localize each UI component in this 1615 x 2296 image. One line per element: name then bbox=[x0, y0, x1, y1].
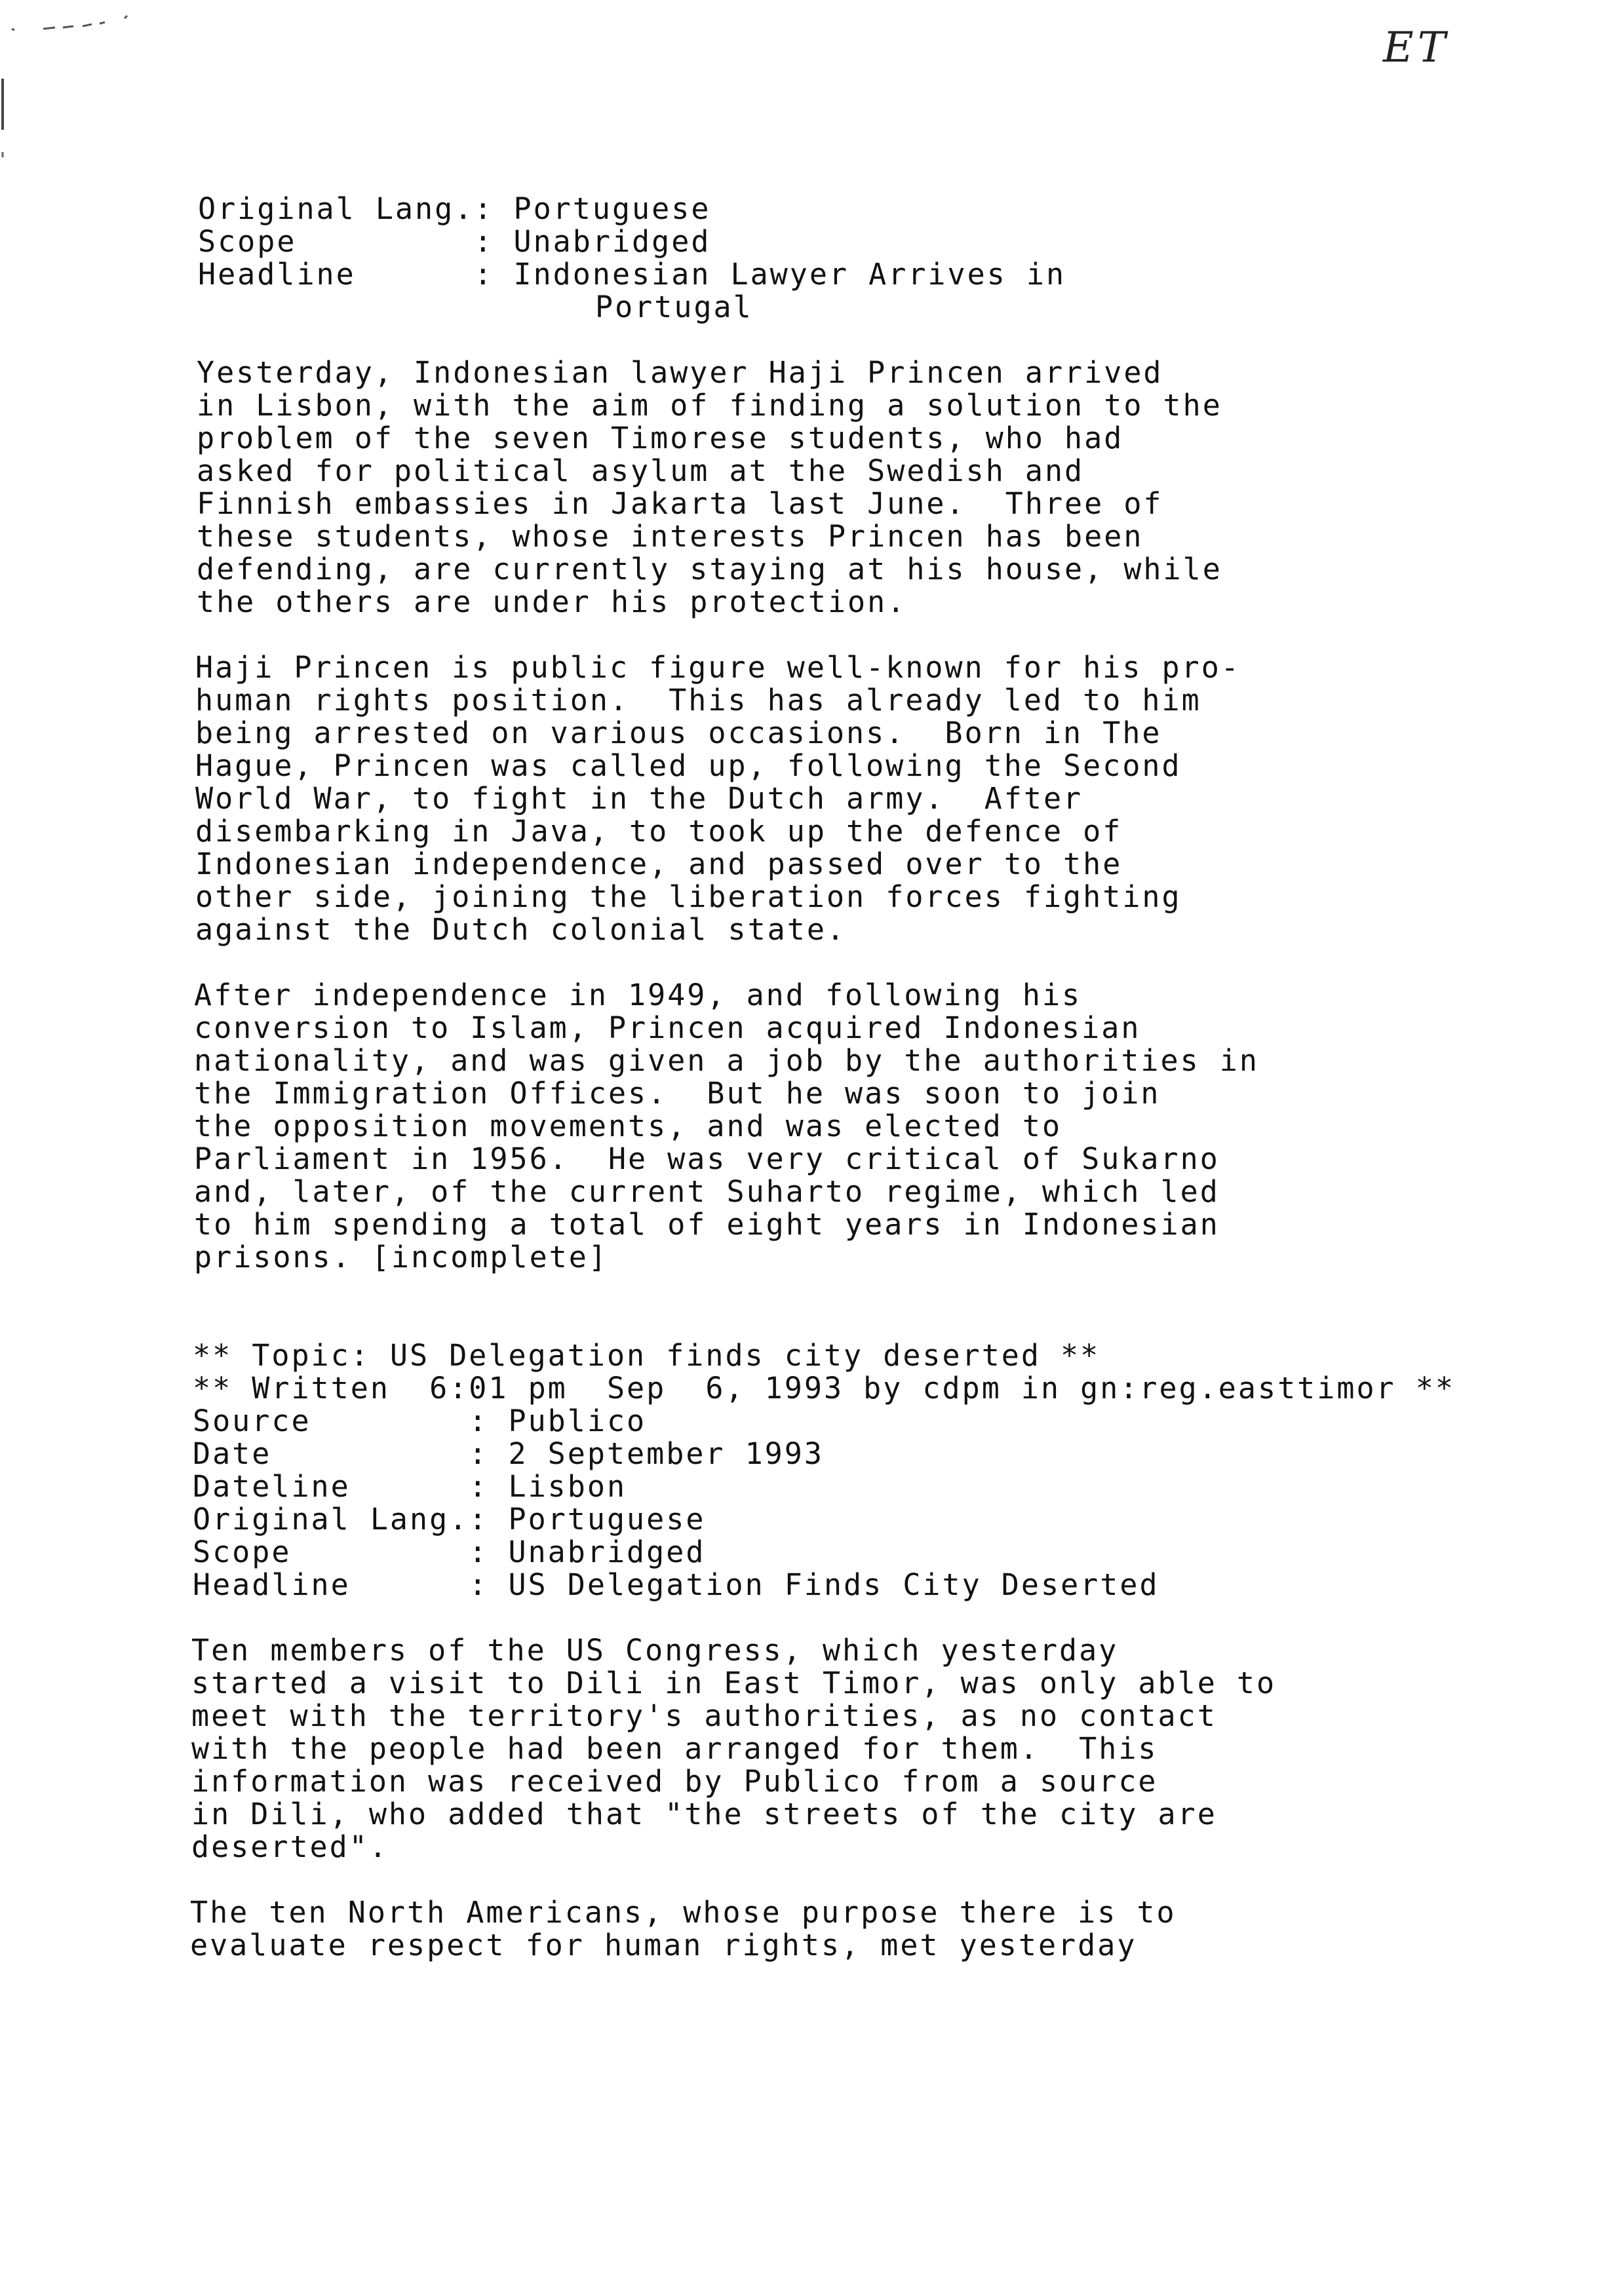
text-line: disembarking in Java, to took up the defence of bbox=[195, 814, 1123, 849]
text-line: asked for political asylum at the Swedish and bbox=[197, 453, 1085, 488]
meta-label: Headline bbox=[193, 1567, 469, 1602]
text-line: nationality, and was given a job by the authorities in bbox=[194, 1043, 1259, 1078]
handwritten-annotation: ET bbox=[1383, 24, 1450, 72]
meta-value: Unabridged bbox=[508, 1535, 706, 1569]
text-line: evaluate respect for human rights, met yesterday bbox=[190, 1928, 1137, 1962]
text-line: these students, whose interests Princen has been bbox=[197, 519, 1144, 554]
text-line: in Lisbon, with the aim of finding a solution to the bbox=[197, 388, 1222, 423]
meta-row bbox=[193, 1405, 646, 1438]
text-line: the opposition movements, and was elected to bbox=[194, 1109, 1062, 1143]
meta-label: Source bbox=[193, 1404, 469, 1438]
meta-separator: : bbox=[474, 191, 514, 226]
meta-value: US Delegation Finds City Deserted bbox=[508, 1567, 1159, 1602]
text-line: defending, are currently staying at his house, while bbox=[197, 552, 1222, 586]
meta-value: Portuguese bbox=[508, 1502, 706, 1537]
meta-value: Indonesian Lawyer Arrives in bbox=[513, 257, 1066, 292]
meta-value: Portuguese bbox=[513, 191, 711, 226]
meta-label: Scope bbox=[198, 224, 475, 259]
text-line: The ten North Americans, whose purpose there is to bbox=[190, 1895, 1177, 1930]
meta-row bbox=[193, 1438, 824, 1470]
meta-label: Scope bbox=[193, 1535, 469, 1569]
meta-separator: : bbox=[469, 1502, 509, 1537]
meta-row bbox=[198, 258, 1066, 291]
meta-label: Dateline bbox=[193, 1469, 469, 1504]
meta-row bbox=[193, 1503, 705, 1536]
meta-label: Headline bbox=[198, 257, 475, 292]
text-line: Finnish embassies in Jakarta last June. Three of bbox=[197, 486, 1163, 521]
text-line: conversion to Islam, Princen acquired Indonesian bbox=[194, 1010, 1141, 1045]
text-line: information was received by Publico from a source bbox=[191, 1764, 1158, 1799]
written-line: ** Written 6:01 pm Sep 6, 1993 by cdpm in gn:reg.easttimor ** bbox=[193, 1371, 1455, 1406]
topic-line: ** Topic: US Delegation finds city deserted ** bbox=[193, 1338, 1100, 1373]
text-line: After independence in 1949, and following his bbox=[194, 978, 1082, 1012]
headline-continuation: Portugal bbox=[595, 290, 753, 324]
text-line: started a visit to Dili in East Timor, was only able to bbox=[191, 1666, 1277, 1700]
meta-value: Unabridged bbox=[513, 224, 711, 259]
meta-value: Publico bbox=[508, 1404, 647, 1438]
text-line: Indonesian independence, and passed over to the bbox=[195, 847, 1123, 881]
text-line: to him spending a total of eight years in Indonesian bbox=[194, 1207, 1220, 1242]
meta-separator: : bbox=[474, 257, 514, 292]
text-line: the Immigration Offices. But he was soon to join bbox=[194, 1076, 1161, 1111]
meta-label: Date bbox=[193, 1436, 469, 1471]
meta-separator: : bbox=[474, 224, 514, 259]
text-line: Ten members of the US Congress, which yesterday bbox=[191, 1633, 1119, 1668]
text-line: other side, joining the liberation forces fighting bbox=[195, 879, 1182, 914]
text-line: prisons. [incomplete] bbox=[194, 1240, 608, 1274]
text-line: against the Dutch colonial state. bbox=[195, 912, 847, 947]
text-line: deserted". bbox=[191, 1829, 389, 1864]
text-line: being arrested on various occasions. Born in The bbox=[195, 716, 1162, 750]
meta-row bbox=[193, 1470, 627, 1503]
meta-value: 2 September 1993 bbox=[508, 1436, 824, 1471]
meta-separator: : bbox=[469, 1535, 509, 1569]
text-line: meet with the territory's authorities, as no contact bbox=[191, 1698, 1217, 1733]
text-line: human rights position. This has already led to him bbox=[195, 683, 1201, 718]
meta-separator: : bbox=[469, 1567, 509, 1602]
meta-separator: : bbox=[469, 1404, 509, 1438]
meta-separator: : bbox=[469, 1469, 509, 1504]
text-line: and, later, of the current Suharto regime, which led bbox=[194, 1174, 1220, 1209]
text-line: problem of the seven Timorese students, who had bbox=[197, 421, 1124, 455]
text-line: Parliament in 1956. He was very critical of Sukarno bbox=[194, 1141, 1220, 1176]
meta-separator: : bbox=[469, 1436, 509, 1471]
text-line: World War, to fight in the Dutch army. After bbox=[195, 781, 1083, 816]
text-line: in Dili, who added that "the streets of the city are bbox=[191, 1797, 1217, 1831]
scan-artifact-marks bbox=[0, 0, 157, 170]
text-line: Hague, Princen was called up, following the Second bbox=[195, 748, 1182, 783]
text-line: Haji Princen is public figure well-known for his pro- bbox=[195, 650, 1241, 685]
meta-label: Original Lang. bbox=[198, 191, 475, 226]
meta-row bbox=[198, 225, 710, 258]
meta-row bbox=[193, 1536, 705, 1569]
text-line: the others are under his protection. bbox=[197, 584, 907, 619]
text-line: Yesterday, Indonesian lawyer Haji Princen arrived bbox=[197, 355, 1163, 390]
meta-value: Lisbon bbox=[508, 1469, 627, 1504]
meta-row bbox=[193, 1569, 1159, 1601]
meta-label: Original Lang. bbox=[193, 1502, 469, 1537]
text-line: with the people had been arranged for them. This bbox=[191, 1731, 1158, 1766]
meta-row bbox=[198, 193, 710, 225]
